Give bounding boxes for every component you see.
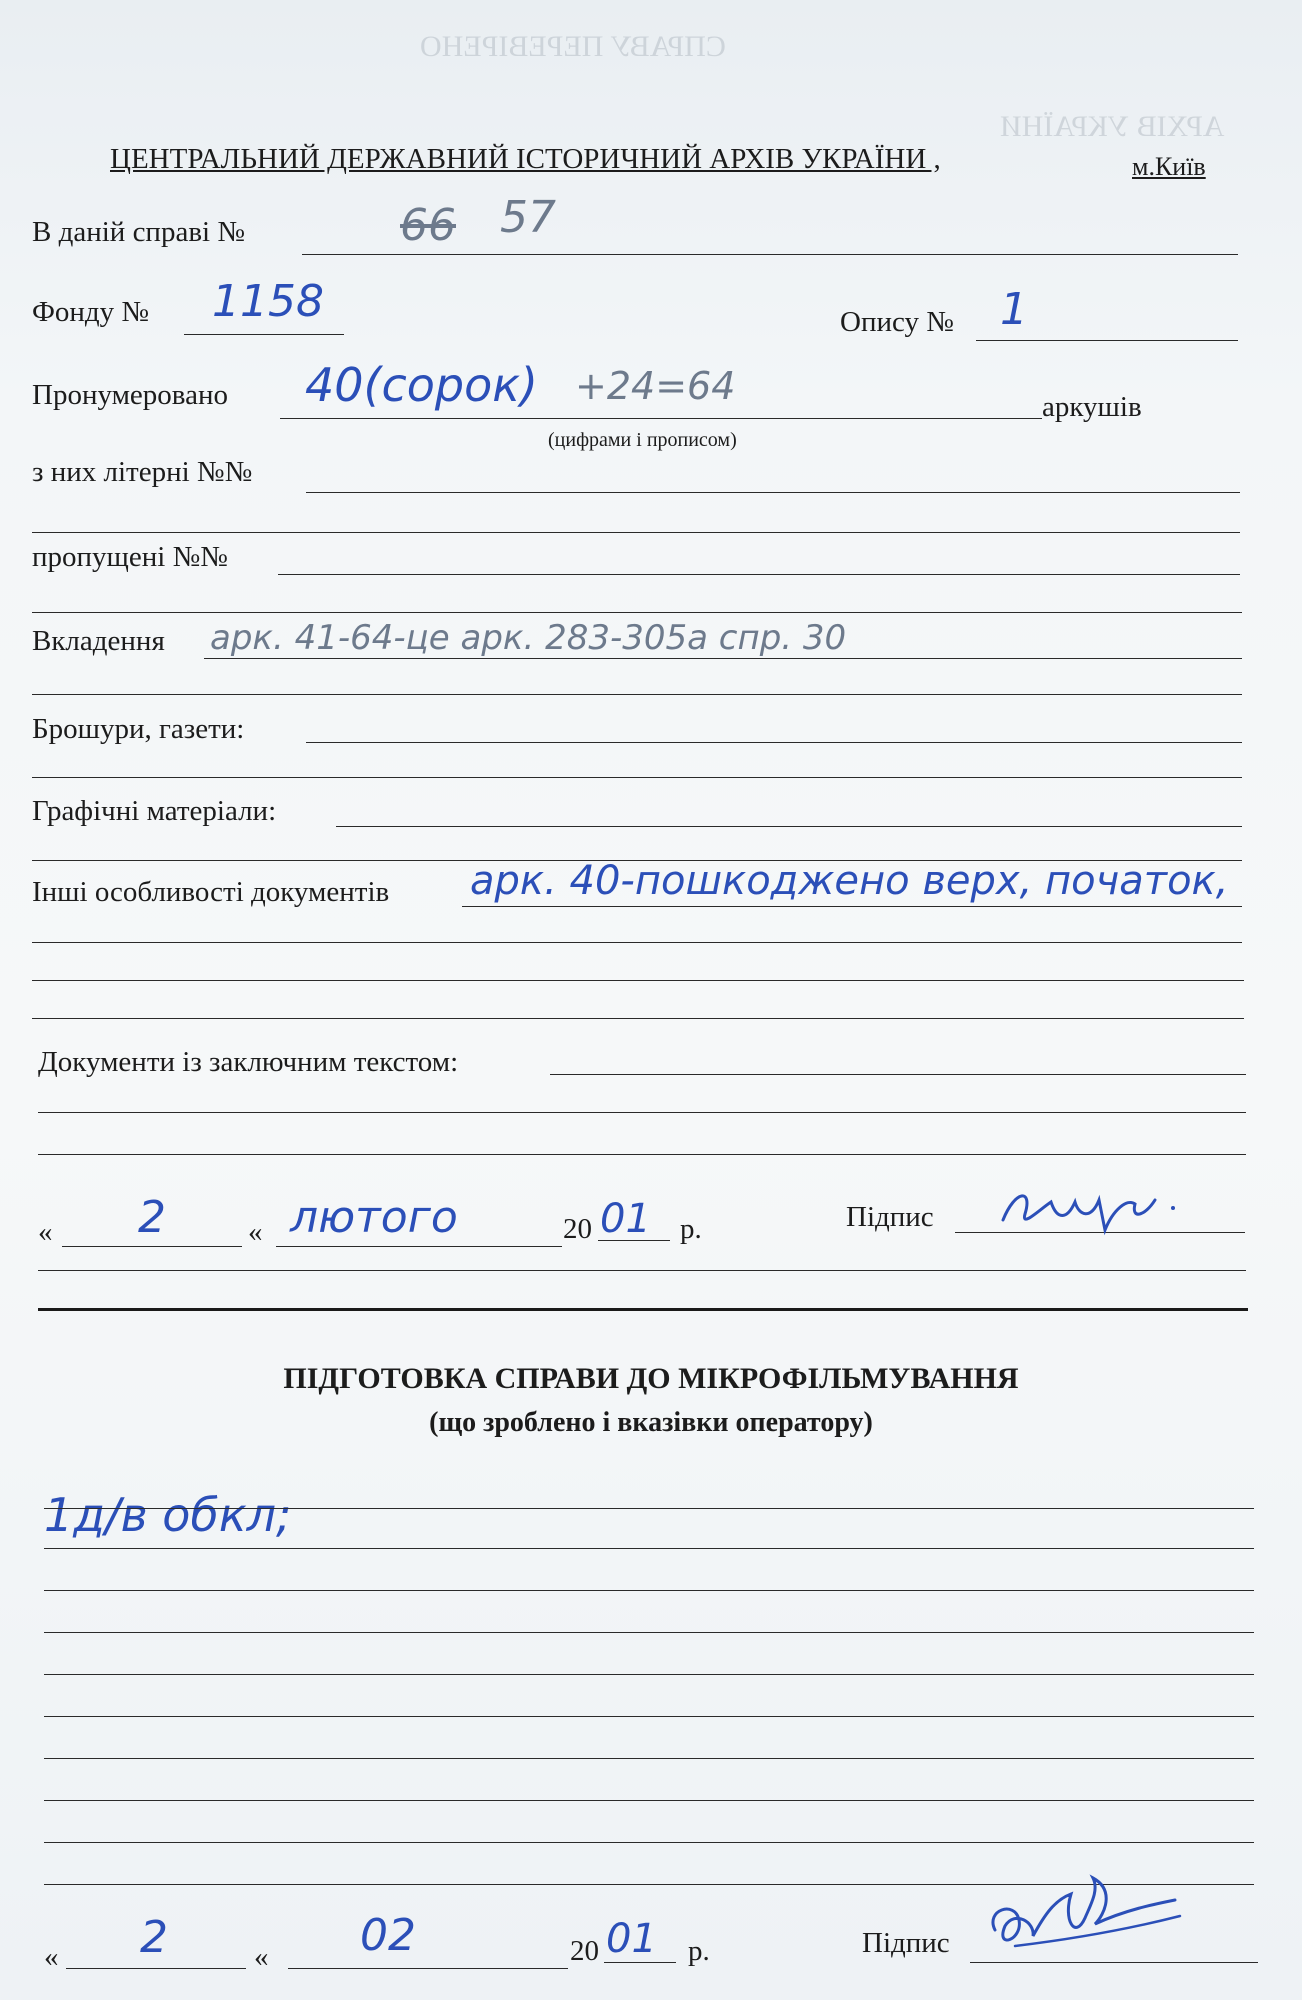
numbered-line (280, 418, 1042, 419)
date1-open-quote: « (38, 1216, 53, 1248)
opys-line (976, 340, 1238, 341)
brochures-line (306, 742, 1242, 743)
blank-line-7 (32, 980, 1244, 981)
date1-close-quote: « (248, 1216, 263, 1248)
other-line (462, 906, 1242, 907)
numbered-label: Пронумеровано (32, 379, 229, 411)
file-number-line (302, 254, 1238, 255)
blank-line-1 (32, 532, 1240, 533)
date2-year-line (604, 1962, 676, 1963)
date2-year-mark: р. (688, 1935, 710, 1967)
micro-line-7 (44, 1758, 1254, 1759)
micro-line-3 (44, 1590, 1254, 1591)
archive-name: ЦЕНТРАЛЬНИЙ ДЕРЖАВНИЙ ІСТОРИЧНИЙ АРХІВ УКРАЇНИ , (110, 143, 941, 175)
skipped-line (278, 574, 1240, 575)
numbered-value: 40(сорок) (305, 358, 538, 412)
micro-line-4 (44, 1632, 1254, 1633)
archive-city: м.Київ (1132, 152, 1206, 181)
date2-close-quote: « (254, 1941, 269, 1973)
micro-line-8 (44, 1800, 1254, 1801)
blank-line-8 (32, 1018, 1244, 1019)
micro-line-2 (44, 1548, 1254, 1549)
attachments-value: арк. 41-64-це арк. 283-305а спр. 30 (210, 618, 847, 658)
micro-line-6 (44, 1716, 1254, 1717)
blank-line-3 (32, 694, 1242, 695)
date1-year-mark: р. (680, 1213, 702, 1245)
blank-line-11 (38, 1270, 1246, 1271)
date2-year-prefix: 20 (570, 1935, 599, 1967)
bleed-through-title: СПРАВУ ПЕРЕВІРЕНО (420, 30, 726, 63)
bleed-through-header: АРХІВ УКРАЇНИ (1000, 110, 1225, 143)
microfilm-subtitle: (що зроблено і вказівки оператору) (429, 1407, 873, 1438)
fond-value: 1158 (212, 276, 324, 327)
date1-day-line (62, 1246, 242, 1247)
date2-month: 02 (360, 1910, 416, 1961)
graphic-line (336, 826, 1242, 827)
date2-year-suffix: 01 (606, 1916, 657, 1962)
signature-1-image (995, 1180, 1195, 1246)
numbered-suffix: аркушів (1042, 391, 1142, 423)
date2-signature-label: Підпис (862, 1927, 950, 1959)
date1-day: 2 (138, 1192, 166, 1243)
attachments-line (204, 658, 1242, 659)
date1-signature-label: Підпис (846, 1201, 934, 1233)
date1-month: лютого (290, 1192, 458, 1243)
date1-year-prefix: 20 (563, 1213, 592, 1245)
date2-day-line (66, 1968, 246, 1969)
opys-value: 1 (1000, 284, 1028, 335)
date2-open-quote: « (44, 1941, 59, 1973)
blank-line-4 (32, 777, 1242, 778)
other-label: Інші особливості документів (32, 876, 390, 908)
blank-line-2 (32, 612, 1242, 613)
date2-month-line (288, 1968, 568, 1969)
final-text-label: Документи із заключним текстом: (38, 1046, 459, 1078)
other-value: арк. 40-пошкоджено верх, початок, (470, 858, 1229, 904)
date2-day: 2 (140, 1912, 168, 1963)
skipped-label: пропущені №№ (32, 541, 228, 573)
litera-label: з них літерні №№ (32, 456, 253, 488)
section-divider (38, 1308, 1248, 1311)
microfilm-title: ПІДГОТОВКА СПРАВИ ДО МІКРОФІЛЬМУВАННЯ (283, 1362, 1019, 1395)
signature-2-image (975, 1860, 1195, 1970)
opys-label: Опису № (840, 306, 954, 338)
file-number-crossed: 66 (400, 200, 456, 251)
file-number-value: 57 (500, 192, 556, 243)
attachments-label: Вкладення (32, 625, 165, 657)
micro-line-1 (44, 1508, 1254, 1509)
fond-line (184, 334, 344, 335)
graphic-label: Графічні матеріали: (32, 795, 277, 827)
micro-line-5 (44, 1674, 1254, 1675)
blank-line-9 (38, 1112, 1246, 1113)
final-text-line (550, 1074, 1246, 1075)
file-number-label: В даній справі № (32, 216, 245, 248)
microfilm-note: 1д/в обкл; (44, 1488, 292, 1542)
blank-line-10 (38, 1154, 1246, 1155)
numbered-hint: (цифрами і прописом) (548, 429, 737, 451)
brochures-label: Брошури, газети: (32, 713, 245, 745)
micro-line-9 (44, 1842, 1254, 1843)
date1-year-suffix: 01 (600, 1196, 651, 1242)
blank-line-6 (32, 942, 1242, 943)
litera-line (306, 492, 1240, 493)
fond-label: Фонду № (32, 296, 150, 328)
numbered-value-extra: +24=64 (575, 364, 736, 408)
date1-month-line (276, 1246, 562, 1247)
